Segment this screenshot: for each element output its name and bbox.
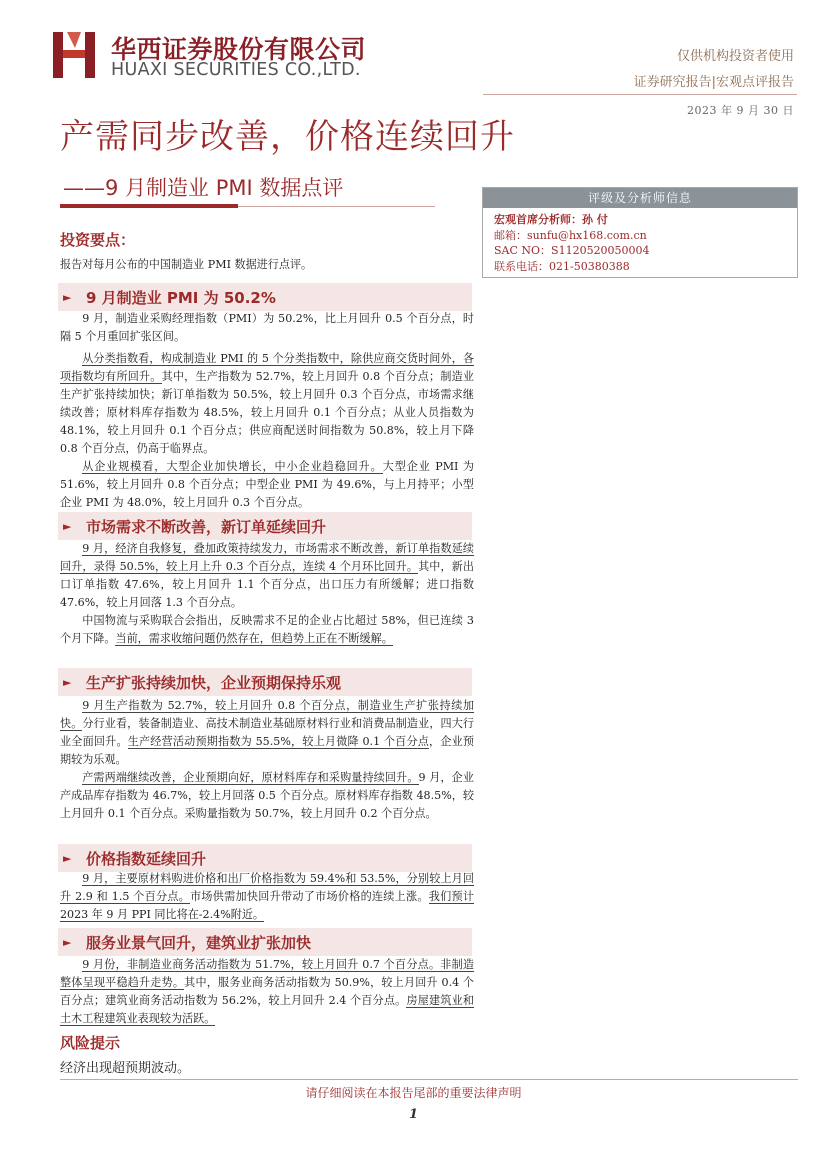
analyst-info-heading: 评级及分析师信息 <box>483 188 797 208</box>
section-heading-text: 9 月制造业 PMI 为 50.2% <box>86 288 276 307</box>
analyst-email[interactable]: 邮箱：sunfu@hx168.com.cn <box>494 228 647 242</box>
title-underline-thin <box>238 206 435 207</box>
section-paragraph: 9 月，制造业采购经理指数（PMI）为 50.2%，比上月回升 0.5 个百分点，时隔 5 个月重回扩张区间。 <box>60 312 474 343</box>
summary-intro: 报告对每月公布的中国制造业 PMI 数据进行点评。 <box>60 258 313 271</box>
title-underline <box>60 204 238 208</box>
paragraph-text: 分行业看，装备制造业、高技术制造业基础原材料行业和消费品制造业，四大行业全面回升。 <box>60 717 474 748</box>
summary-heading: 投资要点： <box>60 231 136 249</box>
arrow-icon: ► <box>63 519 72 533</box>
section-paragraph <box>60 956 474 1028</box>
paragraph-text: 中国物流与采购联合会指出，反映需求不足的企业占比超过 58%，但已连续 3 个月下降。 <box>60 614 474 645</box>
paragraph-text: 其中，服务业商务活动指数为 50.9%，较上月回升 0.4 个百分点；建筑业商务活动指数为 56.2%，较上月回升 2.4 个百分点。 <box>60 976 474 1007</box>
arrow-icon: ► <box>63 935 72 949</box>
section-heading-text: 市场需求不断改善，新订单延续回升 <box>86 517 327 536</box>
company-name-en: HUAXI SECURITIES CO.,LTD. <box>111 60 361 80</box>
arrow-icon: ► <box>63 851 72 865</box>
underlined-text: 从分类指数看，构成制造业 PMI 的 5 个分类指数中，除供应商交货时间外，各项指数均有所回升。 <box>60 352 474 383</box>
analyst-sac: SAC NO：S1120520050004 <box>494 244 650 257</box>
report-date: 2023 年 9 月 30 日 <box>687 104 794 117</box>
paragraph-text: 其中，新出口订单指数 47.6%，较上月回升 1.1 个百分点，出口压力有所缓解；进口指数 47.6%，较上月回落 1.3 个百分点。 <box>60 560 474 609</box>
section-heading-production <box>58 668 472 696</box>
underlined-text: 生产经营活动预期指数为 55.5%，较上月微降 0.1 个百分点 <box>127 735 430 748</box>
paragraph-text: 市场供需加快回升带动了市场价格的连续上涨。 <box>190 890 429 903</box>
arrow-icon: ► <box>63 290 72 304</box>
section-paragraph <box>60 612 474 648</box>
underlined-text: 9 月份，非制造业商务活动指数为 51.7%，较上月回升 0.7 个百分点。非制造整体呈现平稳趋升走势。 <box>60 958 474 989</box>
analyst-info-box <box>482 187 798 278</box>
analyst-name: 宏观首席分析师：孙 付 <box>494 213 608 226</box>
section-heading-demand <box>58 512 472 540</box>
paragraph-text: 9 月，企业产成品库存指数为 46.7%，较上月回落 0.5 个百分点。原材料库存指数 48.5%，较上月回升 0.1 个百分点。采购量指数为 50.7%，较上月回升 0.2 个百分点。 <box>60 771 474 820</box>
report-type-tag: 证券研究报告|宏观点评报告 <box>633 75 794 90</box>
underlined-text: 产需两端继续改善，企业预期向好，原材料库存和采购量持续回升。 <box>82 771 419 784</box>
header-divider <box>483 94 797 95</box>
section-paragraph <box>60 769 474 823</box>
section-heading-text: 价格指数延续回升 <box>86 849 207 868</box>
paragraph-text: 大型企业 PMI 为 51.6%，较上月回升 0.8 个百分点；中型企业 PMI 为 49.6%，与上月持平；小型企业 PMI 为 48.0%，较上月回升 0.3 个百分点。 <box>60 460 474 509</box>
arrow-icon: ► <box>63 675 72 689</box>
paragraph-text: ，企业预期较为乐观。 <box>60 735 474 766</box>
page-subtitle: ——9 月制造业 PMI 数据点评 <box>63 176 344 200</box>
section-heading-services <box>58 928 472 956</box>
underlined-text: 房屋建筑业和土木工程建筑业表现较为活跃。 <box>60 994 474 1025</box>
risk-heading: 风险提示 <box>60 1034 121 1052</box>
underlined-text: 当前，需求收缩问题仍然存在，但趋势上正在不断缓解。 <box>115 632 393 645</box>
underlined-text: 从企业规模看，大型企业加快增长，中小企业趋稳回升。 <box>82 460 383 473</box>
risk-text: 经济出现超预期波动。 <box>60 1061 191 1076</box>
page-number: 1 <box>408 1107 419 1122</box>
underlined-text: 9 月，经济自我修复，叠加政策持续发力，市场需求不断改善，新订单指数延续回升，录得 50.5%，较上月上升 0.3 个百分点，连续 4 个月环比回升。 <box>60 542 474 573</box>
section-heading-price <box>58 844 472 872</box>
underlined-text: 9 月生产指数为 52.7%，较上月回升 0.8 个百分点，制造业生产扩张持续加快。 <box>60 699 474 730</box>
legal-notice: 请仔细阅读在本报告尾部的重要法律声明 <box>305 1086 522 1100</box>
underlined-text: 9 月，主要原材料购进价格和出厂价格指数为 59.4%和 53.5%，分别较上月回升 2.9 和 1.5 个百分点。 <box>60 872 474 903</box>
analyst-phone: 联系电话：021-50380388 <box>494 259 630 273</box>
company-name-cn: 华西证券股份有限公司 <box>111 35 367 64</box>
footer-divider <box>60 1079 798 1080</box>
section-paragraph <box>60 870 474 924</box>
institutional-tag: 仅供机构投资者使用 <box>676 49 794 64</box>
huaxi-logo-icon <box>53 30 101 80</box>
section-paragraph <box>60 697 474 769</box>
page-title: 产需同步改善，价格连续回升 <box>60 117 515 157</box>
section-heading-text: 服务业景气回升，建筑业扩张加快 <box>86 933 312 952</box>
section-heading-pmi <box>58 283 472 311</box>
section-paragraph <box>60 350 474 458</box>
underlined-text: 我们预计 2023 年 9 月 PPI 同比将在-2.4%附近。 <box>60 890 474 921</box>
paragraph-text: 其中，生产指数为 52.7%，较上月回升 0.8 个百分点；制造业生产扩张持续加快；新订单指数为 50.5%，较上月回升 0.3 个百分点，市场需求继续改善；原材料库存指数为 48.5%，较上月回升 0.1 个百分点；从业人员指数为 48.1%，较上月回升 0.1 个百分点；供应商配送时间指数为 50.8%，较上月下降 0.8 个百分点，仍高于临界点。 <box>60 370 474 455</box>
section-heading-text: 生产扩张持续加快，企业预期保持乐观 <box>86 673 342 692</box>
section-paragraph <box>60 540 474 612</box>
section-paragraph <box>60 458 474 512</box>
